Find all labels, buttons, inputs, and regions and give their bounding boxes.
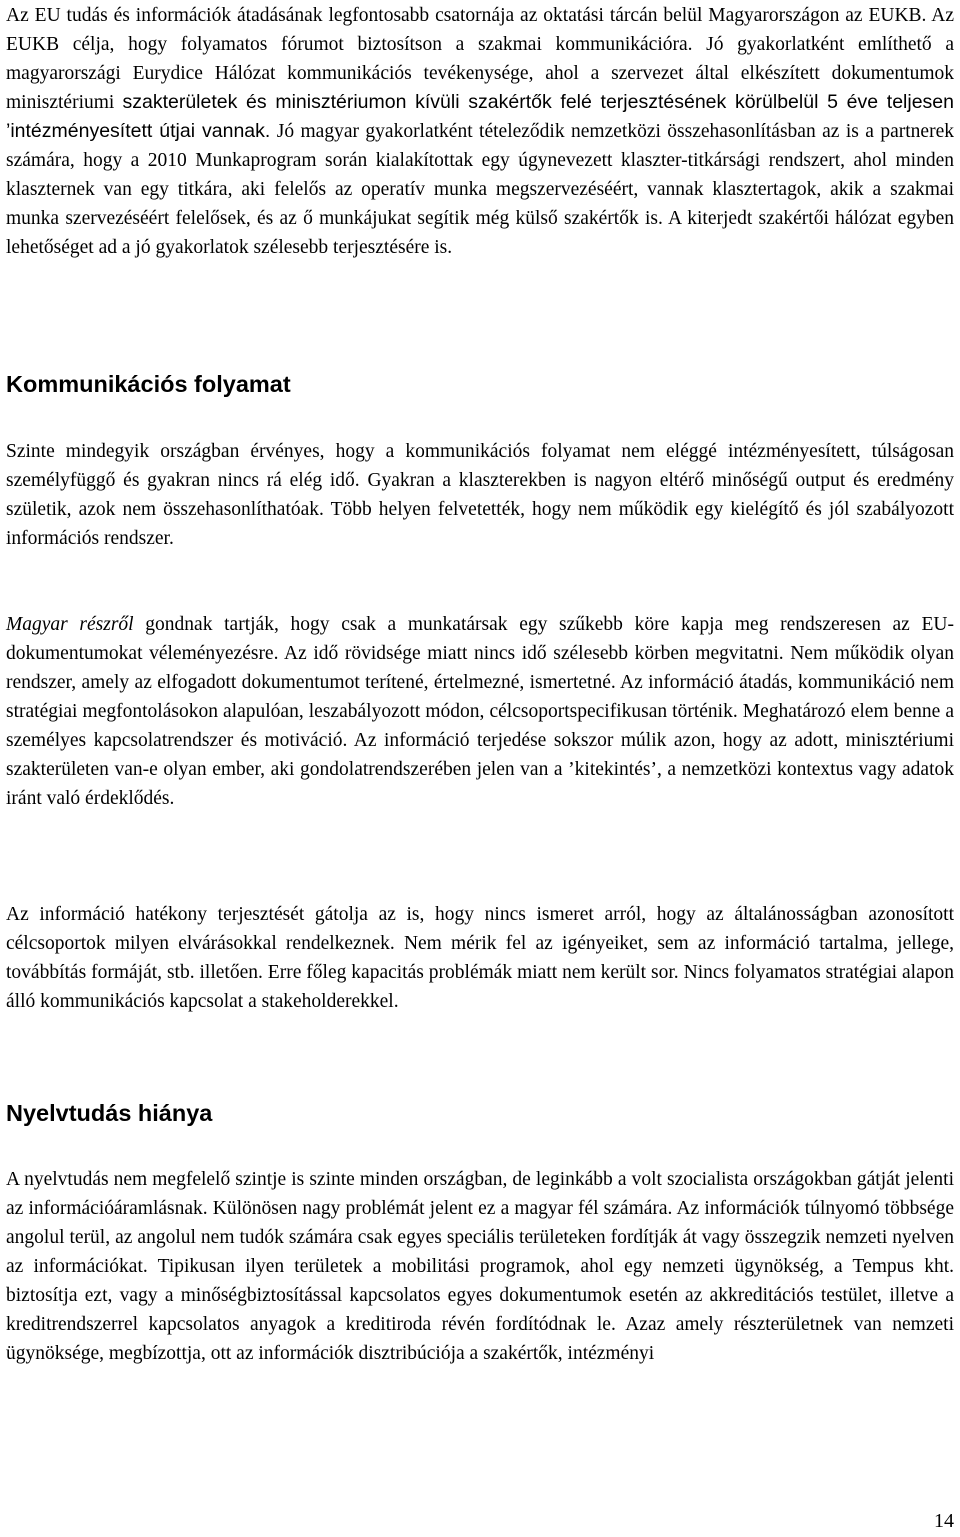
paragraph-magyar-reszrol-text: gondnak tartják, hogy csak a munkatársak egy szűkebb köre kapja meg rendszeresen az EU-dokumentumokat véleményezésre. Az idő rövidsége miatt nincs idő szélesebb körben megvitatni. Nem működik olyan rendszer, amely az elfogadott dokumentumot terítené, értelmezné, ismertetné. Az információ átadás, kommunikáció nem stratégiai megfontolásokon alapulóan, leszabályozott módon, célcsoportspecifikusan történik. Meghatározó elem benne a személyes kapcsolatrendszer és motiváció. Az információ terjedése sokszor múlik azon, hogy az adott, minisztériumi szakterületen van-e olyan ember, aki gondolatrendszerében jelen van a ’kitekintés’, a nemzetközi kontextus vagy adatok iránt való érdeklődés. — [6, 614, 954, 809]
paragraph-eukb — [6, 1, 954, 262]
paragraph-magyar-reszrol-italic: Magyar részről — [6, 614, 134, 635]
page-number: 14 — [934, 1510, 954, 1532]
heading-nyelvtudas-hianya: Nyelvtudás hiánya — [6, 1100, 213, 1126]
document-page — [4, 0, 956, 1537]
paragraph-nyelvtudas: A nyelvtudás nem megfelelő szintje is szinte minden országban, de leginkább a volt szocialista országokban gátját jelenti az információáramlásnak. Különösen nagy problémát jelent ez a magyar fél számára. Az információk túlnyomó többsége angolul terül, az angolul nem tudók számára csak egyes speciális területeken fordítják át vagy összegzik nemzeti nyelven az információkat. Tipikusan ilyen területek a mobilitási programok, ahol egy nemzeti ügynökség, a Tempus kht. biztosítja ezt, vagy a minőségbiztosítással kapcsolatos egyes dokumentumok esetén az akkreditációs testület, illetve a kreditrendszerrel kapcsolatos anyagok a kreditiroda révén fordítódnak le. Azaz amely részterületnek van nemzeti ügynöksége, megbízottja, ott az információk disztribúciója a szakértők, intézményi — [6, 1169, 954, 1364]
paragraph-kommunikacios-folyamat: Szinte mindegyik országban érvényes, hogy a kommunikációs folyamat nem eléggé intézményesített, túlságosan személyfüggő és gyakran nincs rá elég idő. Gyakran a klaszterekben is nagyon eltérő minőségű output és eredmény születik, azok nem összehasonlíthatóak. Több helyen felvetették, hogy nem működik egy kielégítő és jól szabályozott információs rendszer. — [6, 441, 954, 549]
paragraph-eukb-text-b: szakterületek és minisztériumon kívüli szakértők felé terjesztésének körülbelül 5 éve teljesen ’intézményesített útjai vannak. — [6, 91, 954, 142]
paragraph-magyar-reszrol — [6, 610, 954, 813]
paragraph-eukb-text-c: Jó magyar gyakorlatként tételeződik nemzetközi összehasonlításban az is a partnerek számára, hogy a 2010 Munkaprogram során kialakítottak egy úgynevezett klaszter-titkársági rendszert, ahol minden klaszternek van egy titkára, aki felelős az operatív munka megszervezéséért, vannak klasztertagok, akik a szakmai munka szervezéséért felelősek, és az ő munkájukat segítik még külső szakértők is. A kiterjedt szakértői hálózat egyben lehetőséget ad a jó gyakorlatok szélesebb terjesztésére is. — [6, 121, 954, 258]
heading-kommunikacios-folyamat: Kommunikációs folyamat — [6, 371, 291, 397]
paragraph-eukb-text-a: Az EU tudás és információk átadásának legfontosabb csatornája az oktatási tárcán belül Magyarországon az EUKB. Az EUKB célja, hogy folyamatos fórumot biztosítson a szakmai kommunikációra. Jó gyakorlatként említhető a magyarországi Eurydice Hálózat kommunikációs tevékenysége, ahol a szervezet által elkészített dokumentumok minisztériumi — [6, 5, 954, 113]
paragraph-informacio-terjesztes: Az információ hatékony terjesztését gátolja az is, hogy nincs ismeret arról, hogy az általánosságban azonosított célcsoportok milyen elvárásokkal rendelkeznek. Nem mérik fel az igényeiket, sem az információ tartalma, jellege, továbbítás formáját, stb. illetően. Erre főleg kapacitás problémák miatt nem került sor. Nincs folyamatos stratégiai alapon álló kommunikációs kapcsolat a stakeholderekkel. — [6, 904, 954, 1012]
